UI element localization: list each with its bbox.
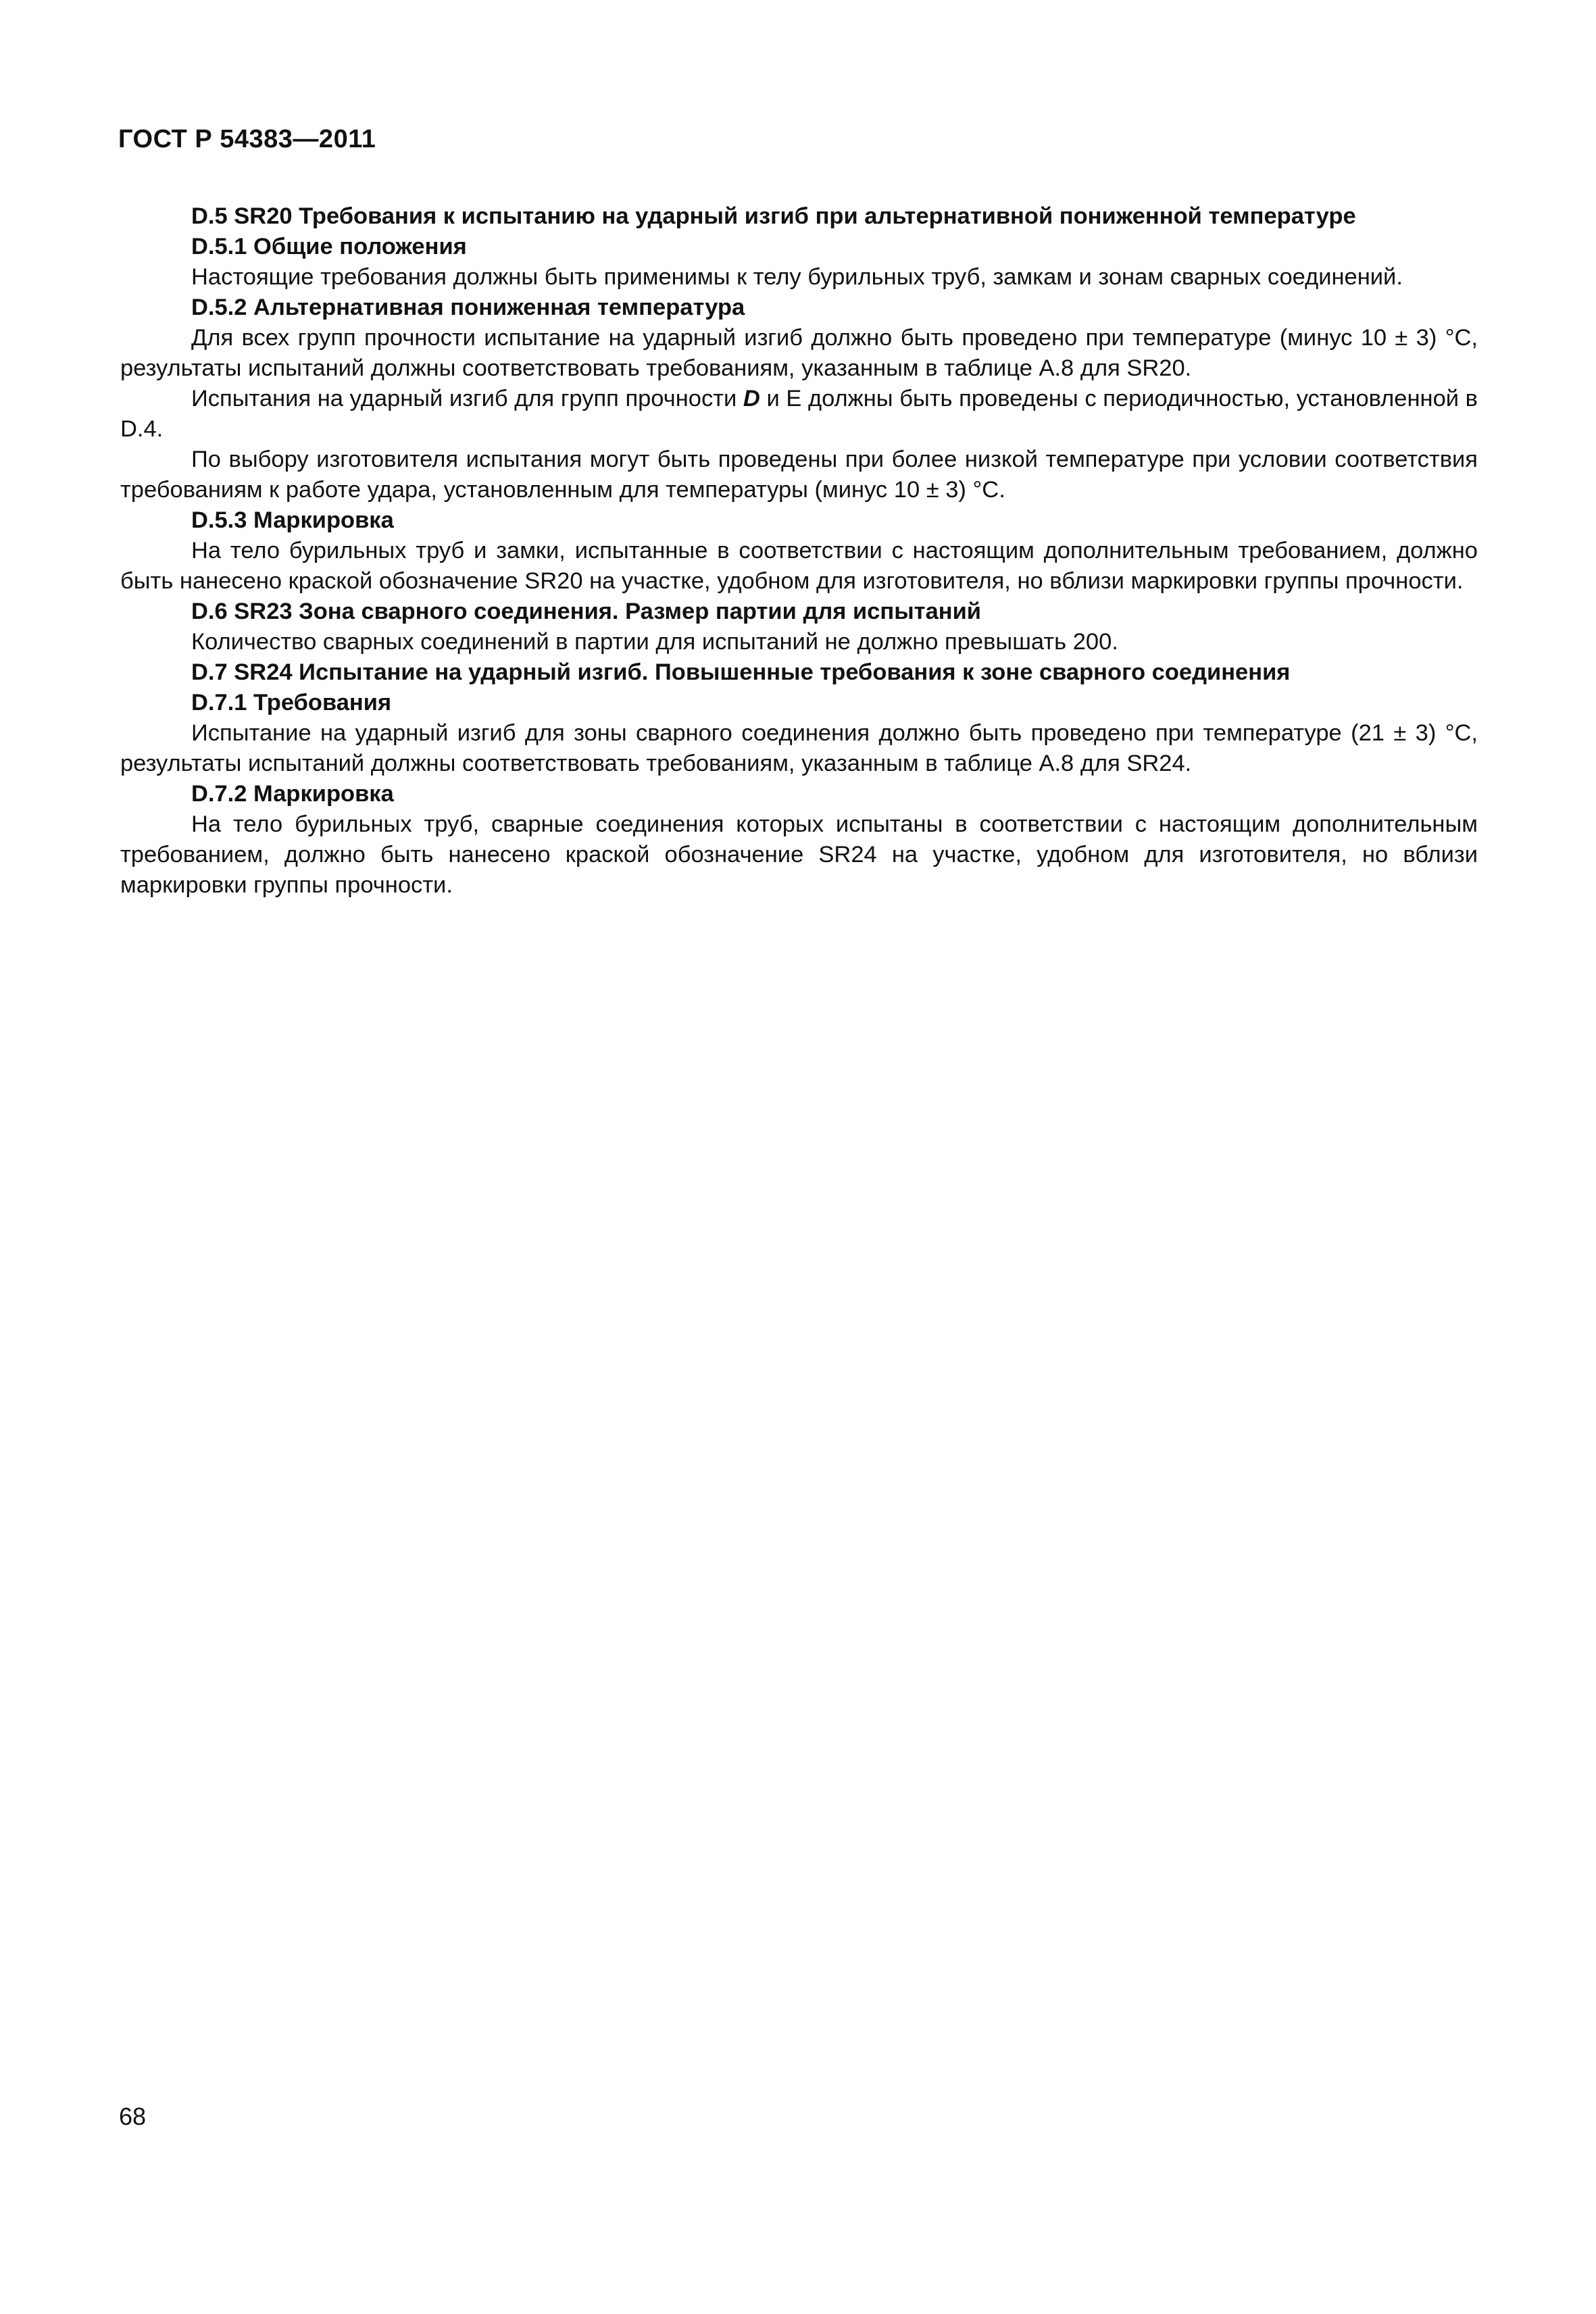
document-code-header: ГОСТ Р 54383—2011 (118, 125, 376, 153)
strength-grade-d: D (743, 386, 760, 411)
section-d52-paragraph-2 (120, 384, 1478, 445)
section-d52-paragraph-1: Для всех групп прочности испытание на ударный изгиб должно быть проведено при температуре (минус 10 ± 3) °С, результаты испытаний должны соответствовать требованиям, указанным в таблице А.8 для SR20. (120, 325, 1478, 381)
section-d51-title: D.5.1 Общие положения (191, 234, 467, 259)
paragraph-text-end: и Е должны быть проведены с периодичностью, установленной в D.4. (120, 386, 1478, 442)
section-d6-title: D.6 SR23 Зона сварного соединения. Размер партии для испытаний (191, 599, 982, 624)
section-d53-paragraph-1: На тело бурильных труб и замки, испытанные в соответствии с настоящим дополнительным требованием, должно быть нанесено краской обозначение SR20 на участке, удобном для изготовителя, но вблизи маркировки группы прочности. (120, 538, 1478, 594)
section-d53-title: D.5.3 Маркировка (191, 507, 394, 533)
section-d71-paragraph-1: Испытание на ударный изгиб для зоны сварного соединения должно быть проведено при температуре (21 ± 3) °С, результаты испытаний должны соответствовать требованиям, указанным в таблице А.8 для SR24. (120, 720, 1478, 776)
section-d52-paragraph-3: По выбору изготовителя испытания могут быть проведены при более низкой температуре при условии соответствия требованиям к работе удара, установленным для температуры (минус 10 ± 3) °С. (120, 447, 1478, 503)
section-d52-title: D.5.2 Альтернативная пониженная температура (191, 295, 745, 320)
section-d72-title: D.7.2 Маркировка (191, 781, 394, 807)
section-d7-title: D.7 SR24 Испытание на ударный изгиб. Повышенные требования к зоне сварного соединения (191, 659, 1291, 685)
section-d6-paragraph-1: Количество сварных соединений в партии для испытаний не должно превышать 200. (191, 629, 1118, 655)
paragraph-text-start: Испытания на ударный изгиб для групп прочности (191, 386, 743, 411)
section-d51-paragraph-1: Настоящие требования должны быть применимы к телу бурильных труб, замкам и зонам сварных соединений. (191, 264, 1403, 290)
document-body (120, 201, 1478, 901)
section-d72-paragraph-1: На тело бурильных труб, сварные соединения которых испытаны в соответствии с настоящим дополнительным требованием, должно быть нанесено краской обозначение SR24 на участке, удобном для изготовителя, но вблизи маркировки группы прочности. (120, 811, 1478, 898)
section-d71-title: D.7.1 Требования (191, 690, 392, 715)
section-d5-title: D.5 SR20 Требования к испытанию на ударный изгиб при альтернативной пониженной температуре (191, 203, 1356, 229)
page-number: 68 (119, 2103, 147, 2130)
